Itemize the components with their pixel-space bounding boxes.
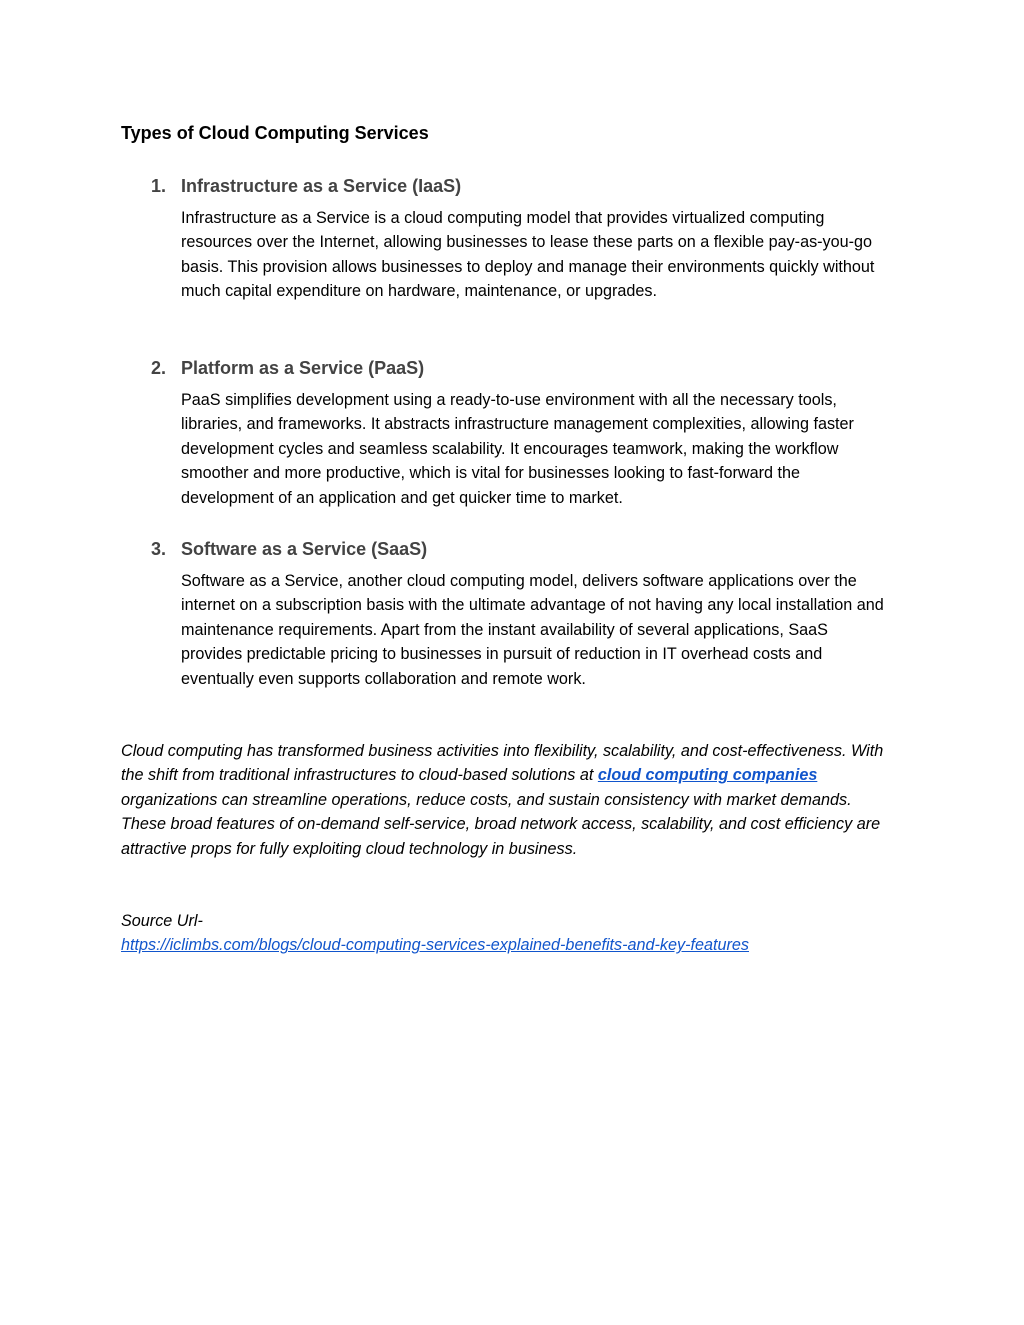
section-heading bbox=[151, 174, 891, 198]
section-number: 1. bbox=[151, 176, 167, 196]
section-saas bbox=[151, 537, 891, 691]
section-iaas bbox=[151, 174, 891, 304]
source-label: Source Url- bbox=[121, 912, 203, 930]
section-title: Platform as a Service (PaaS) bbox=[181, 358, 425, 378]
closing-paragraph bbox=[121, 739, 891, 861]
cloud-computing-companies-link[interactable]: cloud computing companies bbox=[597, 766, 818, 785]
section-title: Infrastructure as a Service (IaaS) bbox=[181, 176, 462, 196]
section-paas bbox=[151, 356, 891, 510]
closing-text-before: Cloud computing has transformed business activities into flexibility, scalability, and cost-effectiveness. With the shift from traditional infrastructures to cloud-based solutions at bbox=[121, 742, 884, 785]
page-title: Types of Cloud Computing Services bbox=[121, 123, 429, 143]
section-heading bbox=[151, 356, 891, 380]
closing-text-after: organizations can streamline operations, reduce costs, and sustain consistency with market demands. These broad features of on-demand self-service, broad network access, scalability, and cost efficiency are attractive props for fully exploiting cloud technology in business. bbox=[121, 790, 881, 858]
section-heading bbox=[151, 537, 891, 561]
section-number: 3. bbox=[151, 539, 167, 559]
section-body: Infrastructure as a Service is a cloud computing model that provides virtualized computing resources over the Internet, allowing businesses to lease these parts on a flexible pay-as-you-go basis. This provision allows businesses to deploy and manage their environments quickly without much capital expenditure on hardware, maintenance, or upgrades. bbox=[181, 209, 875, 301]
section-number: 2. bbox=[151, 358, 167, 378]
source-url-link[interactable]: https://iclimbs.com/blogs/cloud-computing-services-explained-benefits-and-key-features bbox=[121, 936, 749, 955]
section-body: Software as a Service, another cloud computing model, delivers software applications over the internet on a subscription basis with the ultimate advantage of not having any local installation and maintenance requirements. Apart from the instant availability of several applications, SaaS provides predictable pricing to businesses in pursuit of reduction in IT overhead costs and eventually even supports collaboration and remote work. bbox=[181, 572, 884, 688]
section-body: PaaS simplifies development using a ready-to-use environment with all the necessary tools, libraries, and frameworks. It abstracts infrastructure management complexities, allowing faster development cycles and seamless scalability. It encourages teamwork, making the workflow smoother and more productive, which is vital for businesses looking to fast-forward the development of an application and get quicker time to market. bbox=[181, 391, 854, 507]
source-block bbox=[121, 909, 749, 958]
section-title: Software as a Service (SaaS) bbox=[181, 539, 428, 559]
